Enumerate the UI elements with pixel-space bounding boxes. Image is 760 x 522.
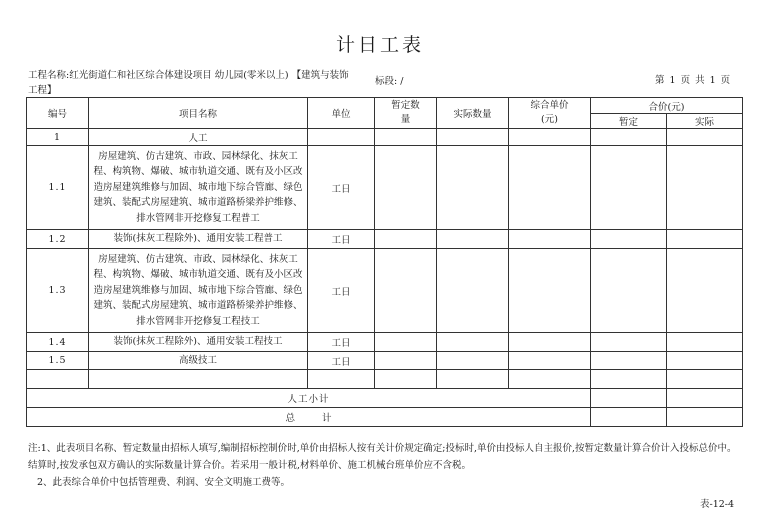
header-name: 项目名称 [89,98,308,129]
row-unit: 工日 [308,333,375,352]
page-first-word: 第 [655,75,666,86]
row-name: 高级技工 [89,352,308,370]
row-code: 1.1 [27,146,89,230]
table-row-group [27,129,743,146]
page-title: 计日工表 [335,34,424,56]
page-counter [655,73,735,88]
subtotal-row [27,389,743,408]
row-name: 装饰(抹灰工程除外)、通用安装工程普工 [89,230,308,249]
header-total: 合价(元) [591,98,743,114]
row-code: 1.5 [27,352,89,370]
table-row [27,249,743,333]
total-row [27,408,743,427]
project-label: 工程名称: [28,70,70,81]
header-qty-actual: 实际数量 [437,98,509,129]
page-last-word: 页 [720,75,732,86]
row-name: 房屋建筑、仿古建筑、市政、园林绿化、抹灰工程、构筑物、爆破、城市轨道交通、既有及小区改造房屋建筑维修与加固、城市地下综合管廊、绿色建筑、装配式房屋建筑、城市道路桥梁养护维修、排水管网非开挖修复工程普工 [89,146,308,230]
total-label: 总 计 [27,408,591,427]
row-name: 人工 [89,129,308,146]
header-total-est: 暂定 [591,114,667,129]
page-mid-word: 页 共 [680,75,706,86]
row-unit: 工日 [308,249,375,333]
table-row-empty [27,370,743,389]
note-2: 2、此表综合单价中包括管理费、利润、安全文明施工费等。 [37,477,291,488]
table-row [27,146,743,230]
row-code: 1 [27,129,89,146]
section-info: 标段: / [375,76,404,87]
header-qty-est: 暂定数量 [375,98,437,129]
header-unit-price: 综合单价(元) [509,98,591,129]
row-unit: 工日 [308,146,375,230]
header-unit: 单位 [308,98,375,129]
note-1: 注:1、此表项目名称、暂定数量由招标人填写,编制招标控制价时,单价由招标人按有关计价规定确定;投标时,单价由投标人自主报价,按暂定数量计算合价计入投标总价中。结算时,按发承包双方确认的实际数量计算合价。若采用一般计税,材料单价、施工机械台班单价应不含税。 [28,443,737,471]
subtotal-label: 人工小计 [27,389,591,408]
page-total: 1 [709,75,717,86]
form-code: 表-12-4 [700,499,735,510]
table-row [27,352,743,370]
row-unit: 工日 [308,230,375,249]
row-unit: 工日 [308,352,375,370]
row-code: 1.2 [27,230,89,249]
row-code: 1.3 [27,249,89,333]
table-row [27,230,743,249]
notes [28,440,744,491]
table-row [27,333,743,352]
daywork-table [26,97,743,427]
row-code: 1.4 [27,333,89,352]
row-name: 房屋建筑、仿古建筑、市政、园林绿化、抹灰工程、构筑物、爆破、城市轨道交通、既有及小区改造房屋建筑维修与加固、城市地下综合管廊、绿色建筑、装配式房屋建筑、城市道路桥梁养护维修、排水管网非开挖修复工程技工 [89,249,308,333]
page-number: 1 [669,75,677,86]
header-total-actual: 实际 [667,114,743,129]
project-info [28,68,353,98]
row-name: 装饰(抹灰工程除外)、通用安装工程技工 [89,333,308,352]
project-name: 红光街道仁和社区综合体建设项目 幼儿园(零米以上) 【建筑与装饰工程】 [28,70,349,96]
header-code: 编号 [27,98,89,129]
